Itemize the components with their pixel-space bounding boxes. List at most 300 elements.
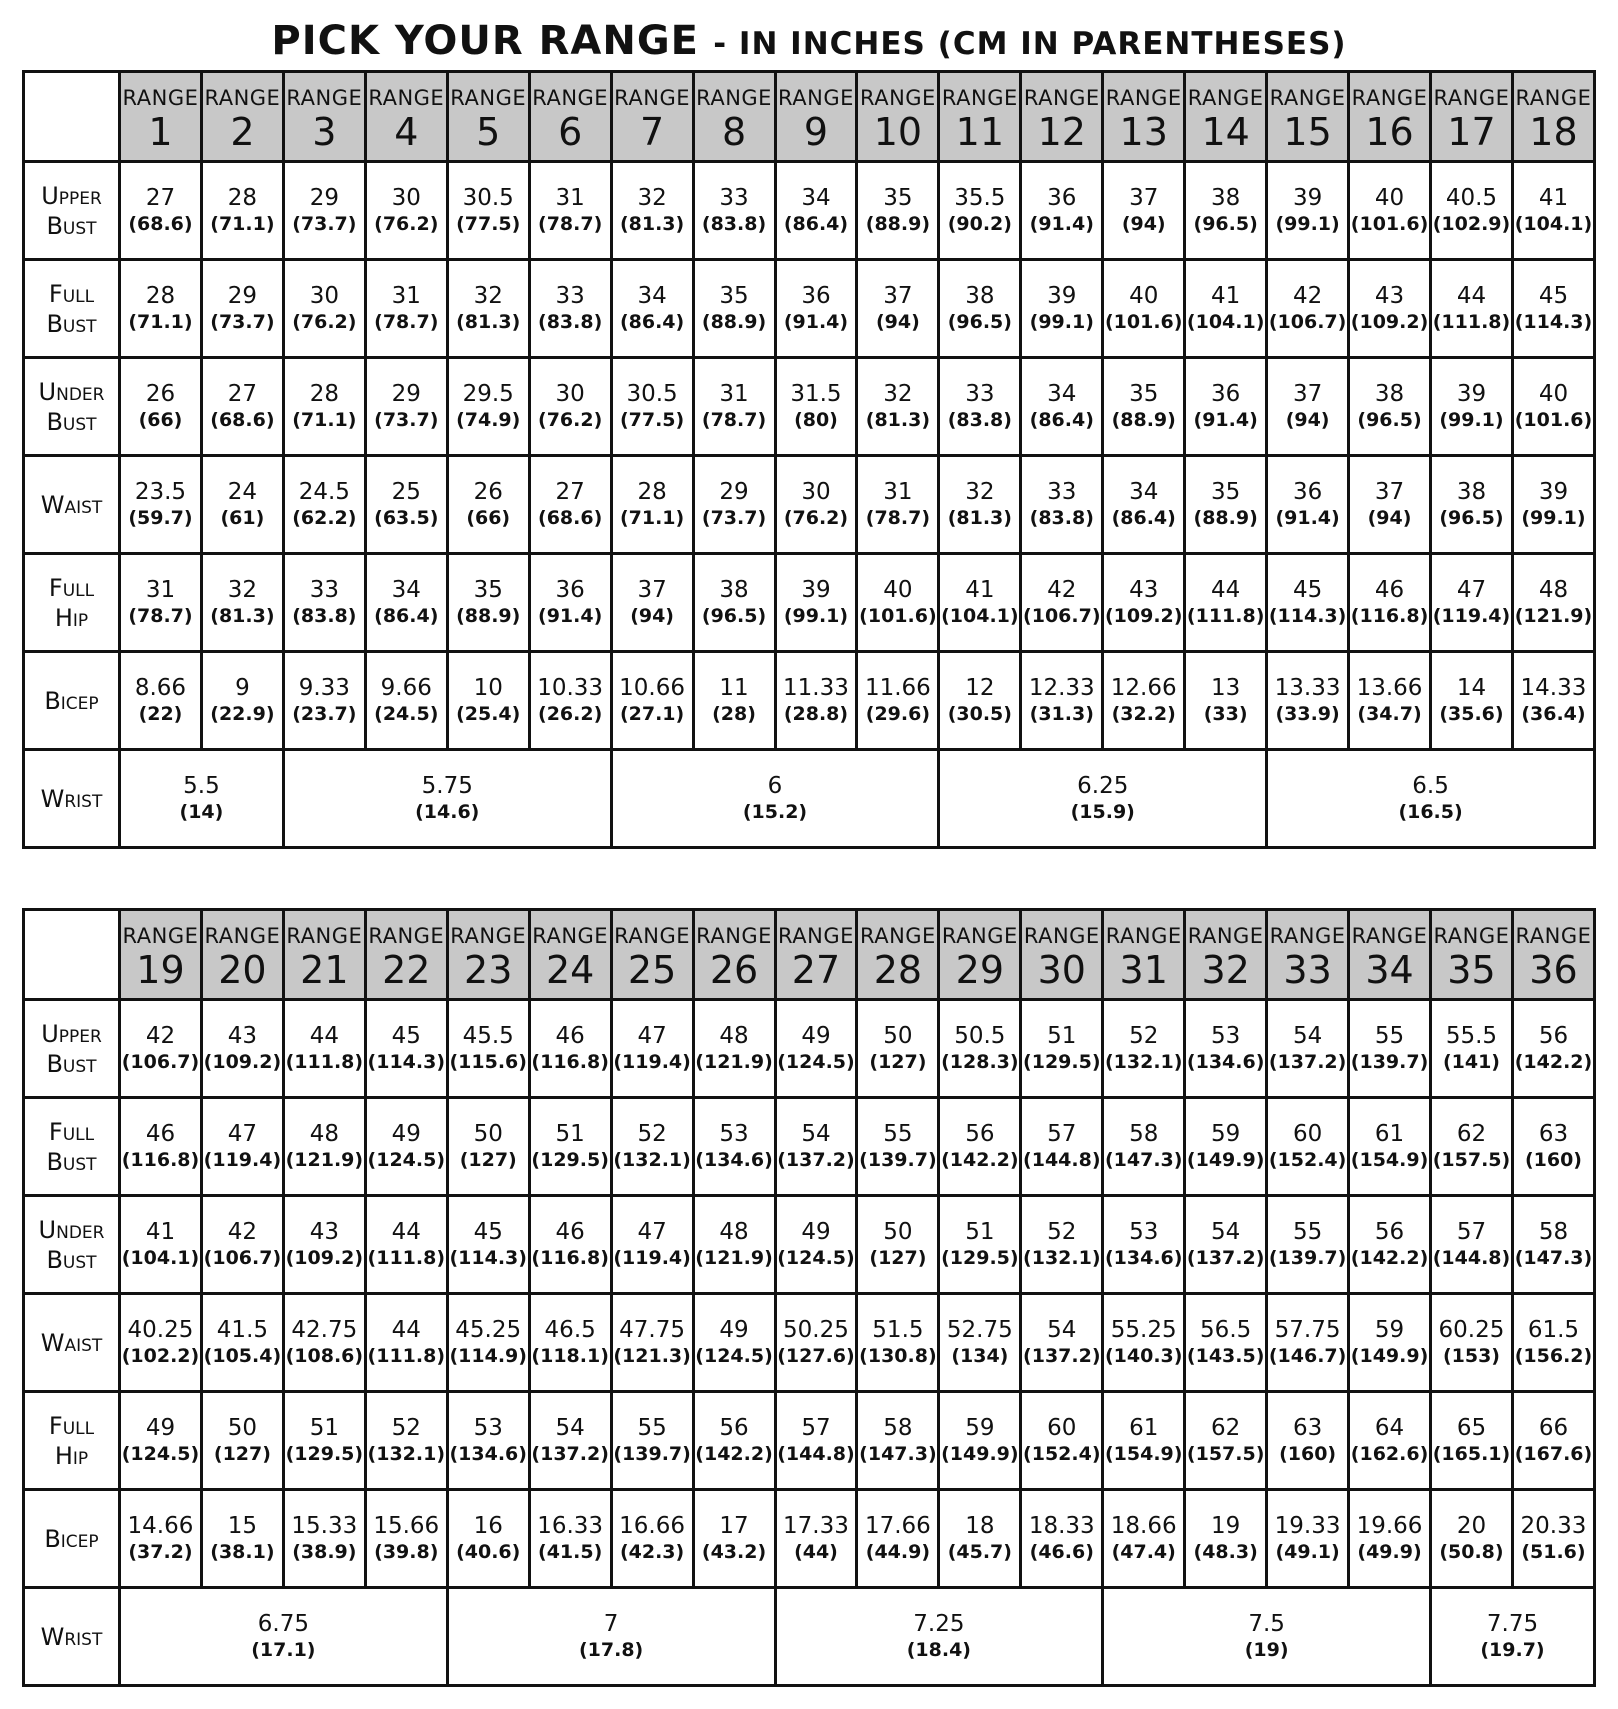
inches-value: 17.33 [783, 1512, 849, 1539]
inches-value: 45 [391, 1022, 421, 1049]
cm-value: (102.9) [1432, 212, 1511, 235]
range-number: 24 [545, 947, 595, 992]
measurement-cell [611, 260, 693, 358]
inches-value: 42 [1292, 282, 1323, 309]
wrist-cell [120, 750, 284, 848]
measurement-cell [857, 652, 939, 750]
measurement-cell [447, 162, 529, 260]
cm-value: (81.3) [865, 408, 931, 431]
measurement-cell [1021, 1000, 1103, 1098]
inches-value: 40 [883, 576, 913, 603]
inches-value: 57 [1047, 1120, 1077, 1147]
inches-value: 30 [801, 478, 831, 505]
measurement-cell [611, 1490, 693, 1588]
inches-value: 51 [555, 1120, 585, 1147]
measurement-cell [857, 358, 939, 456]
measurement-cell [693, 554, 775, 652]
range-number: 17 [1447, 109, 1496, 154]
cm-value: (68.6) [210, 408, 275, 431]
range-word: RANGE [696, 923, 772, 948]
range-number: 35 [1447, 947, 1496, 992]
cm-value: (144.8) [1432, 1246, 1511, 1269]
range-word: RANGE [1433, 923, 1510, 948]
cm-value: (101.6) [1350, 212, 1429, 235]
cm-value: (17.8) [579, 1638, 644, 1661]
row-label: Waist [24, 456, 120, 554]
measurement-cell [447, 456, 529, 554]
measurement-cell [1431, 1196, 1513, 1294]
measurement-cell [1021, 1196, 1103, 1294]
inches-value: 47 [1456, 576, 1487, 603]
measurement-cell [283, 652, 365, 750]
measurement-cell [775, 456, 857, 554]
measurement-cell [365, 1294, 447, 1392]
range-word: RANGE [286, 923, 363, 948]
cm-value: (142.2) [1350, 1246, 1429, 1269]
range-header [1267, 72, 1349, 162]
measurement-cell [1103, 162, 1185, 260]
inches-value: 10.33 [537, 674, 604, 701]
measurement-cell [1431, 1490, 1513, 1588]
inches-value: 31 [145, 576, 176, 603]
inches-value: 37 [1374, 478, 1405, 505]
inches-value: 47.75 [619, 1316, 686, 1343]
range-word: RANGE [1351, 85, 1428, 110]
range-header [1021, 910, 1103, 1000]
measurement-cell [365, 1098, 447, 1196]
inches-value: 39 [801, 576, 831, 603]
measurement-cell [201, 456, 283, 554]
measurement-cell [529, 554, 611, 652]
inches-value: 36 [1292, 478, 1323, 505]
range-word: RANGE [778, 85, 854, 110]
cm-value: (73.7) [210, 310, 275, 333]
measurement-cell [529, 456, 611, 554]
cm-value: (91.4) [1275, 506, 1340, 529]
cm-value: (99.1) [783, 604, 849, 627]
cm-value: (114.3) [449, 1246, 527, 1269]
range-word: RANGE [1515, 85, 1592, 110]
measurement-cell [201, 1490, 283, 1588]
cm-value: (104.1) [121, 1246, 200, 1269]
measurement-cell [857, 260, 939, 358]
measurement-cell [939, 1098, 1021, 1196]
inches-value: 29 [309, 184, 339, 211]
inches-value: 38 [965, 282, 995, 309]
inches-value: 35 [1211, 478, 1241, 505]
measurement-cell [365, 1392, 447, 1490]
range-header [1021, 72, 1103, 162]
cm-value: (33) [1203, 702, 1248, 725]
measurement-cell [1349, 1490, 1431, 1588]
inches-value: 34 [1047, 380, 1077, 407]
measurement-cell [1185, 652, 1267, 750]
cm-value: (129.5) [531, 1148, 609, 1171]
cm-value: (160) [1524, 1148, 1582, 1171]
range-number: 10 [873, 109, 923, 154]
cm-value: (124.5) [777, 1050, 855, 1073]
measurement-cell [1431, 162, 1513, 260]
inches-value: 41 [145, 1218, 176, 1245]
cm-value: (99.1) [1275, 212, 1340, 235]
cm-value: (106.7) [121, 1050, 200, 1073]
cm-value: (68.6) [128, 212, 193, 235]
cm-value: (32.2) [1111, 702, 1176, 725]
cm-value: (146.7) [1268, 1344, 1347, 1367]
cm-value: (121.9) [695, 1050, 773, 1073]
measurement-cell [1021, 260, 1103, 358]
inches-value: 39 [1292, 184, 1323, 211]
range-header [201, 910, 283, 1000]
inches-value: 50.25 [783, 1316, 849, 1343]
range-header [529, 72, 611, 162]
range-header [365, 910, 447, 1000]
range-word: RANGE [122, 923, 199, 948]
measurement-cell [775, 260, 857, 358]
cm-value: (132.1) [1023, 1246, 1101, 1269]
inches-value: 35.5 [954, 184, 1006, 211]
measurement-cell [283, 1000, 365, 1098]
cm-value: (114.3) [1268, 604, 1347, 627]
measurement-cell [1185, 358, 1267, 456]
inches-value: 38 [1374, 380, 1405, 407]
inches-value: 31 [391, 282, 421, 309]
inches-value: 62 [1456, 1120, 1487, 1147]
inches-value: 25 [391, 478, 421, 505]
cm-value: (49.1) [1275, 1540, 1340, 1563]
inches-value: 46.5 [544, 1316, 596, 1343]
range-number: 11 [955, 109, 1005, 154]
inches-value: 5.75 [421, 772, 473, 799]
inches-value: 18.33 [1028, 1512, 1095, 1539]
cm-value: (61) [220, 506, 265, 529]
inches-value: 28 [309, 380, 339, 407]
inches-value: 34 [1129, 478, 1159, 505]
inches-value: 61 [1374, 1120, 1405, 1147]
cm-value: (88.9) [1193, 506, 1258, 529]
measurement-cell [447, 652, 529, 750]
inches-value: 54 [555, 1414, 585, 1441]
cm-value: (29.6) [865, 702, 931, 725]
measurement-cell [201, 1392, 283, 1490]
measurement-cell [775, 554, 857, 652]
cm-value: (39.8) [374, 1540, 439, 1563]
measurement-cell [1021, 162, 1103, 260]
page-title [0, 14, 1618, 71]
cm-value: (38.9) [292, 1540, 357, 1563]
cm-value: (81.3) [619, 212, 685, 235]
cm-value: (91.4) [783, 310, 849, 333]
measurement-cell [1103, 554, 1185, 652]
measurement-cell [1103, 260, 1185, 358]
measurement-cell [1431, 1098, 1513, 1196]
cm-value: (94) [630, 604, 674, 627]
inches-value: 9.33 [298, 674, 350, 701]
inches-value: 47 [637, 1218, 667, 1245]
inches-value: 39 [1538, 478, 1569, 505]
measurement-cell [939, 358, 1021, 456]
inches-value: 53 [719, 1120, 749, 1147]
inches-value: 16.66 [619, 1512, 686, 1539]
cm-value: (76.2) [292, 310, 357, 333]
measurement-cell [611, 1196, 693, 1294]
cm-value: (19.7) [1480, 1638, 1545, 1661]
range-header [283, 72, 365, 162]
inches-value: 33 [719, 184, 749, 211]
measurement-cell [120, 1098, 202, 1196]
inches-value: 15.33 [291, 1512, 358, 1539]
measurement-row [24, 1098, 1595, 1196]
cm-value: (91.4) [538, 604, 603, 627]
measurement-cell [1267, 358, 1349, 456]
measurement-cell [1185, 554, 1267, 652]
inches-value: 36 [801, 282, 831, 309]
measurement-cell [1431, 456, 1513, 554]
cm-value: (35.6) [1439, 702, 1504, 725]
measurement-cell [611, 358, 693, 456]
measurement-cell [1349, 1392, 1431, 1490]
cm-value: (26.2) [538, 702, 603, 725]
range-header [857, 910, 939, 1000]
measurement-cell [120, 652, 202, 750]
inches-value: 19 [1211, 1512, 1241, 1539]
measurement-cell [611, 554, 693, 652]
cm-value: (78.7) [374, 310, 439, 333]
range-header [1431, 72, 1513, 162]
measurement-cell [283, 1392, 365, 1490]
measurement-row [24, 162, 1595, 260]
inches-value: 44 [309, 1022, 339, 1049]
range-word: RANGE [941, 923, 1018, 948]
cm-value: (109.2) [285, 1246, 364, 1269]
range-number: 22 [382, 947, 431, 992]
range-word: RANGE [778, 923, 854, 948]
inches-value: 40.5 [1445, 184, 1498, 211]
cm-value: (99.1) [1521, 506, 1586, 529]
inches-value: 26 [473, 478, 503, 505]
cm-value: (129.5) [941, 1246, 1019, 1269]
cm-value: (63.5) [374, 506, 439, 529]
cm-value: (108.6) [285, 1344, 364, 1367]
inches-value: 32 [637, 184, 667, 211]
inches-value: 11.66 [864, 674, 931, 701]
inches-value: 56 [1538, 1022, 1569, 1049]
cm-value: (88.9) [865, 212, 931, 235]
measurement-cell [611, 1000, 693, 1098]
measurement-cell [201, 554, 283, 652]
cm-value: (157.5) [1432, 1148, 1511, 1171]
range-header [693, 72, 775, 162]
inches-value: 55 [1292, 1218, 1323, 1245]
cm-value: (76.2) [374, 212, 439, 235]
measurement-cell [1512, 1392, 1594, 1490]
cm-value: (109.2) [1104, 604, 1183, 627]
cm-value: (86.4) [374, 604, 439, 627]
cm-value: (165.1) [1432, 1442, 1511, 1465]
inches-value: 49 [145, 1414, 176, 1441]
measurement-cell [939, 1294, 1021, 1392]
measurement-cell [1185, 1294, 1267, 1392]
cm-value: (119.4) [203, 1148, 282, 1171]
measurement-cell [1103, 358, 1185, 456]
measurement-cell [283, 1196, 365, 1294]
cm-value: (86.4) [1029, 408, 1094, 431]
inches-value: 57 [801, 1414, 831, 1441]
measurement-cell [1349, 554, 1431, 652]
range-word: RANGE [1187, 923, 1264, 948]
cm-value: (101.6) [859, 604, 937, 627]
measurement-cell [1349, 1098, 1431, 1196]
inches-value: 6.25 [1077, 772, 1129, 799]
range-header [1431, 910, 1513, 1000]
cm-value: (111.8) [1432, 310, 1511, 333]
measurement-row [24, 1000, 1595, 1098]
cm-value: (129.5) [285, 1442, 364, 1465]
measurement-cell [447, 260, 529, 358]
inches-value: 59 [1374, 1316, 1405, 1343]
header-row [24, 72, 1595, 162]
measurement-cell [1267, 652, 1349, 750]
measurement-cell [1349, 1196, 1431, 1294]
inches-value: 10 [473, 674, 503, 701]
corner-cell [24, 910, 120, 1000]
measurement-cell [1512, 456, 1594, 554]
cm-value: (76.2) [783, 506, 849, 529]
range-header [201, 72, 283, 162]
range-number: 29 [955, 947, 1005, 992]
cm-value: (116.8) [531, 1050, 609, 1073]
inches-value: 13 [1211, 674, 1241, 701]
measurement-cell [1267, 1490, 1349, 1588]
inches-value: 46 [145, 1120, 176, 1147]
cm-value: (149.9) [1186, 1148, 1265, 1171]
cm-value: (114.3) [367, 1050, 446, 1073]
cm-value: (157.5) [1186, 1442, 1265, 1465]
inches-value: 42.75 [291, 1316, 358, 1343]
measurement-cell [201, 162, 283, 260]
cm-value: (17.1) [251, 1638, 316, 1661]
cm-value: (118.1) [531, 1344, 609, 1367]
cm-value: (94) [1121, 212, 1166, 235]
range-header [857, 72, 939, 162]
cm-value: (96.5) [1193, 212, 1258, 235]
inches-value: 34 [801, 184, 831, 211]
measurement-cell [1103, 456, 1185, 554]
cm-value: (106.7) [1268, 310, 1347, 333]
measurement-cell [775, 1490, 857, 1588]
measurement-cell [1349, 652, 1431, 750]
inches-value: 46 [555, 1218, 585, 1245]
range-number: 36 [1529, 947, 1578, 992]
measurement-cell [447, 554, 529, 652]
cm-value: (78.7) [865, 506, 931, 529]
measurement-cell [120, 554, 202, 652]
range-word: RANGE [1105, 923, 1182, 948]
cm-value: (86.4) [619, 310, 685, 333]
range-header [1349, 72, 1431, 162]
measurement-cell [939, 1196, 1021, 1294]
measurement-cell [120, 358, 202, 456]
cm-value: (127) [869, 1246, 927, 1269]
cm-value: (127) [459, 1148, 517, 1171]
inches-value: 30 [309, 282, 339, 309]
measurement-cell [1267, 1098, 1349, 1196]
cm-value: (144.8) [777, 1442, 855, 1465]
inches-value: 43 [1129, 576, 1159, 603]
range-word: RANGE [1105, 85, 1182, 110]
inches-value: 28 [145, 282, 176, 309]
measurement-cell [1349, 1294, 1431, 1392]
inches-value: 20 [1456, 1512, 1487, 1539]
measurement-cell [1267, 456, 1349, 554]
cm-value: (51.6) [1521, 1540, 1586, 1563]
cm-value: (14) [179, 800, 224, 823]
range-word: RANGE [1023, 923, 1100, 948]
cm-value: (134.6) [1104, 1246, 1183, 1269]
range-header [775, 910, 857, 1000]
cm-value: (86.4) [783, 212, 849, 235]
range-header [939, 72, 1021, 162]
inches-value: 45 [1538, 282, 1569, 309]
measurement-cell [611, 1294, 693, 1392]
cm-value: (22.9) [210, 702, 275, 725]
row-label: Bicep [24, 1490, 120, 1588]
cm-value: (139.7) [1268, 1246, 1347, 1269]
cm-value: (27.1) [619, 702, 685, 725]
cm-value: (130.8) [859, 1344, 937, 1367]
cm-value: (129.5) [1023, 1050, 1101, 1073]
inches-value: 60.25 [1438, 1316, 1505, 1343]
cm-value: (96.5) [1357, 408, 1422, 431]
cm-value: (109.2) [203, 1050, 282, 1073]
cm-value: (149.9) [1350, 1344, 1429, 1367]
cm-value: (137.2) [1268, 1050, 1347, 1073]
inches-value: 30.5 [626, 380, 678, 407]
measurement-cell [693, 1392, 775, 1490]
measurement-cell [1431, 652, 1513, 750]
inches-value: 17.66 [864, 1512, 931, 1539]
cm-value: (83.8) [947, 408, 1012, 431]
measurement-cell [939, 1490, 1021, 1588]
cm-value: (80) [794, 408, 838, 431]
inches-value: 9.66 [380, 674, 432, 701]
inches-value: 50 [883, 1218, 913, 1245]
inches-value: 52.75 [946, 1316, 1013, 1343]
range-word: RANGE [450, 923, 527, 948]
range-header [1103, 910, 1185, 1000]
inches-value: 43 [227, 1022, 258, 1049]
cm-value: (15.9) [1070, 800, 1135, 823]
cm-value: (78.7) [538, 212, 603, 235]
measurement-cell [1185, 1392, 1267, 1490]
cm-value: (73.7) [374, 408, 439, 431]
cm-value: (121.9) [1514, 604, 1593, 627]
measurement-cell [447, 1196, 529, 1294]
measurement-cell [283, 1294, 365, 1392]
cm-value: (62.2) [292, 506, 357, 529]
range-header [1349, 910, 1431, 1000]
measurement-cell [1103, 1000, 1185, 1098]
cm-value: (71.1) [292, 408, 357, 431]
inches-value: 11.33 [783, 674, 849, 701]
cm-value: (88.9) [1111, 408, 1176, 431]
inches-value: 31 [719, 380, 749, 407]
inches-value: 54 [1292, 1022, 1323, 1049]
range-number: 14 [1201, 109, 1250, 154]
range-header [1103, 72, 1185, 162]
measurement-cell [365, 1196, 447, 1294]
measurement-cell [857, 1196, 939, 1294]
